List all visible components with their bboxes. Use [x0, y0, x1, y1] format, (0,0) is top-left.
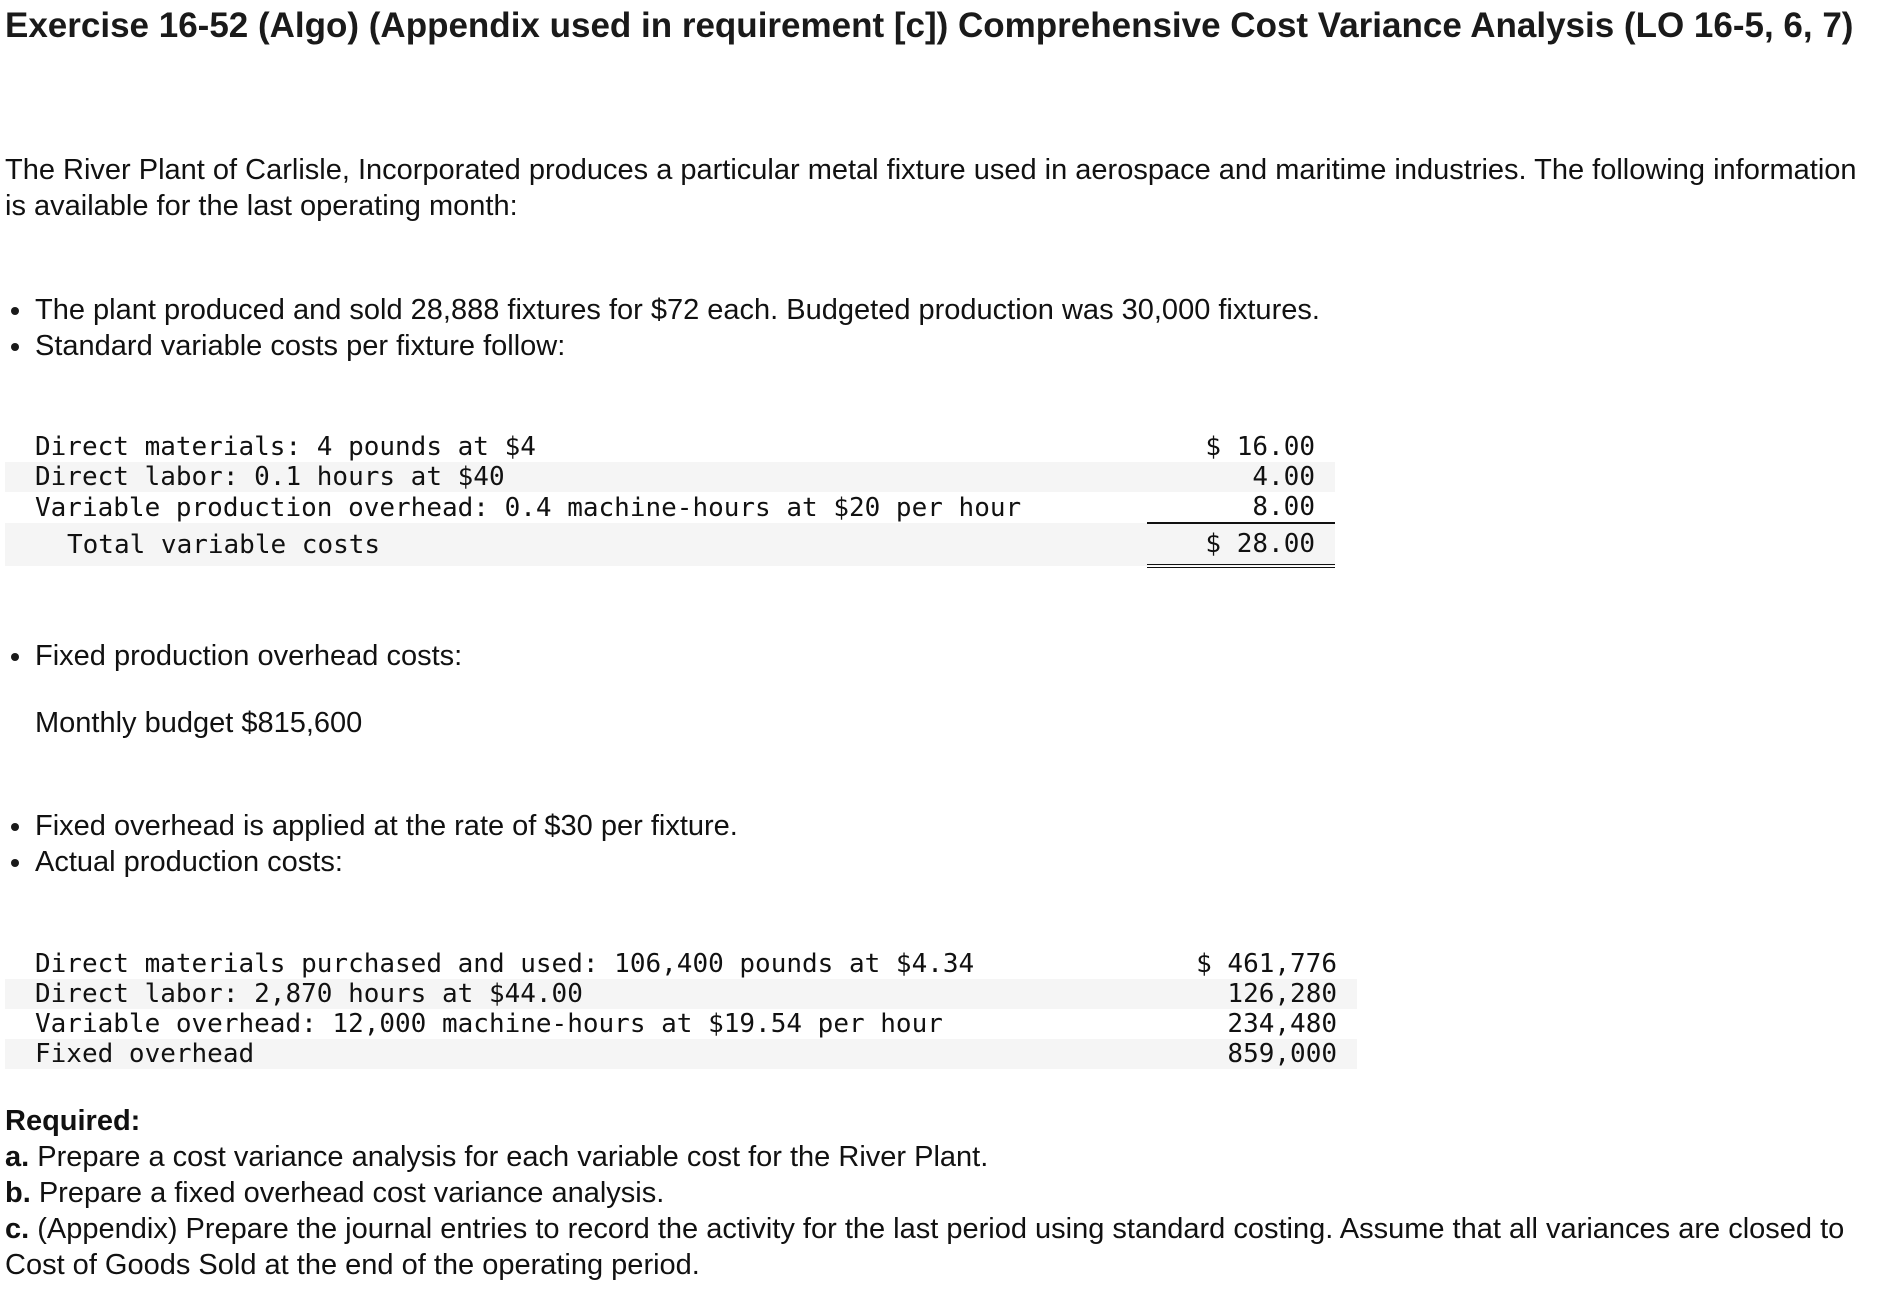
- cost-label: Direct materials: 4 pounds at $4: [35, 432, 536, 462]
- fixed-overhead-bullet: Fixed production overhead costs:: [35, 640, 463, 672]
- table-row: [5, 492, 1335, 523]
- requirement-b: [5, 1175, 1885, 1211]
- info-bullets-1: [5, 292, 1320, 364]
- requirement-a: [5, 1139, 1885, 1175]
- table-row: [5, 949, 1357, 979]
- table-row: [5, 1009, 1357, 1039]
- production-bullet: The plant produced and sold 28,888 fixtures for $72 each. Budgeted production was 30,000 fixtures.: [35, 294, 1320, 326]
- total-value: $ 28.00: [1147, 523, 1335, 566]
- intro-paragraph: The River Plant of Carlisle, Incorporated produces a particular metal fixture used in aerospace and maritime industries. The following information is available for the last operating month:: [5, 154, 1857, 222]
- cost-label: Fixed overhead: [5, 1039, 1130, 1069]
- cost-value: 8.00: [1147, 492, 1335, 523]
- cost-value: 859,000: [1130, 1039, 1357, 1069]
- info-bullets-3: [5, 808, 738, 880]
- cost-label: Variable production overhead: 0.4 machine-hours at $20 per hour: [35, 492, 1022, 523]
- cost-value: 126,280: [1130, 979, 1357, 1009]
- exercise-title: Exercise 16-52 (Algo) (Appendix used in requirement [c]) Comprehensive Cost Variance Analysis (LO 16-5, 6, 7): [5, 6, 1854, 45]
- total-label: Total variable costs: [5, 523, 1147, 566]
- required-section: [5, 1103, 1885, 1283]
- requirement-letter: a.: [5, 1141, 30, 1173]
- cost-label: Direct labor: 2,870 hours at $44.00: [5, 979, 1130, 1009]
- cost-value: 4.00: [1147, 462, 1335, 492]
- actual-costs-bullet: Actual production costs:: [35, 844, 738, 880]
- standard-costs-bullet: Standard variable costs per fixture follow:: [35, 328, 1320, 364]
- table-row: [5, 1039, 1357, 1069]
- table-row: [5, 462, 1335, 492]
- standard-costs-table: [5, 432, 1335, 568]
- actual-costs-table: [5, 949, 1357, 1069]
- requirement-c: [5, 1211, 1885, 1283]
- requirement-text: Prepare a fixed overhead cost variance analysis.: [30, 1177, 665, 1209]
- cost-label: Direct materials purchased and used: 106,400 pounds at $4.34: [35, 949, 975, 979]
- cost-label: Direct labor: 0.1 hours at $40: [5, 462, 1147, 492]
- monthly-budget: Monthly budget $815,600: [35, 707, 363, 739]
- cost-value: 234,480: [1227, 1009, 1337, 1039]
- cost-value: $ 461,776: [1196, 949, 1337, 979]
- requirement-text: (Appendix) Prepare the journal entries to record the activity for the last period using standard costing. Assume that all variances are closed to Cost of Goods Sold at the end of the operating period.: [5, 1213, 1845, 1281]
- requirement-text: Prepare a cost variance analysis for each variable cost for the River Plant.: [29, 1141, 989, 1173]
- total-row: [5, 523, 1335, 566]
- applied-rate-bullet: Fixed overhead is applied at the rate of $30 per fixture.: [35, 810, 738, 842]
- required-heading: Required:: [5, 1105, 141, 1137]
- table-row: [5, 432, 1335, 462]
- info-bullets-2: [5, 638, 462, 674]
- table-row: [5, 979, 1357, 1009]
- cost-label: Variable overhead: 12,000 machine-hours at $19.54 per hour: [35, 1009, 943, 1039]
- requirement-letter: c.: [5, 1213, 30, 1245]
- cost-value: $ 16.00: [1205, 432, 1315, 462]
- requirement-letter: b.: [5, 1177, 31, 1209]
